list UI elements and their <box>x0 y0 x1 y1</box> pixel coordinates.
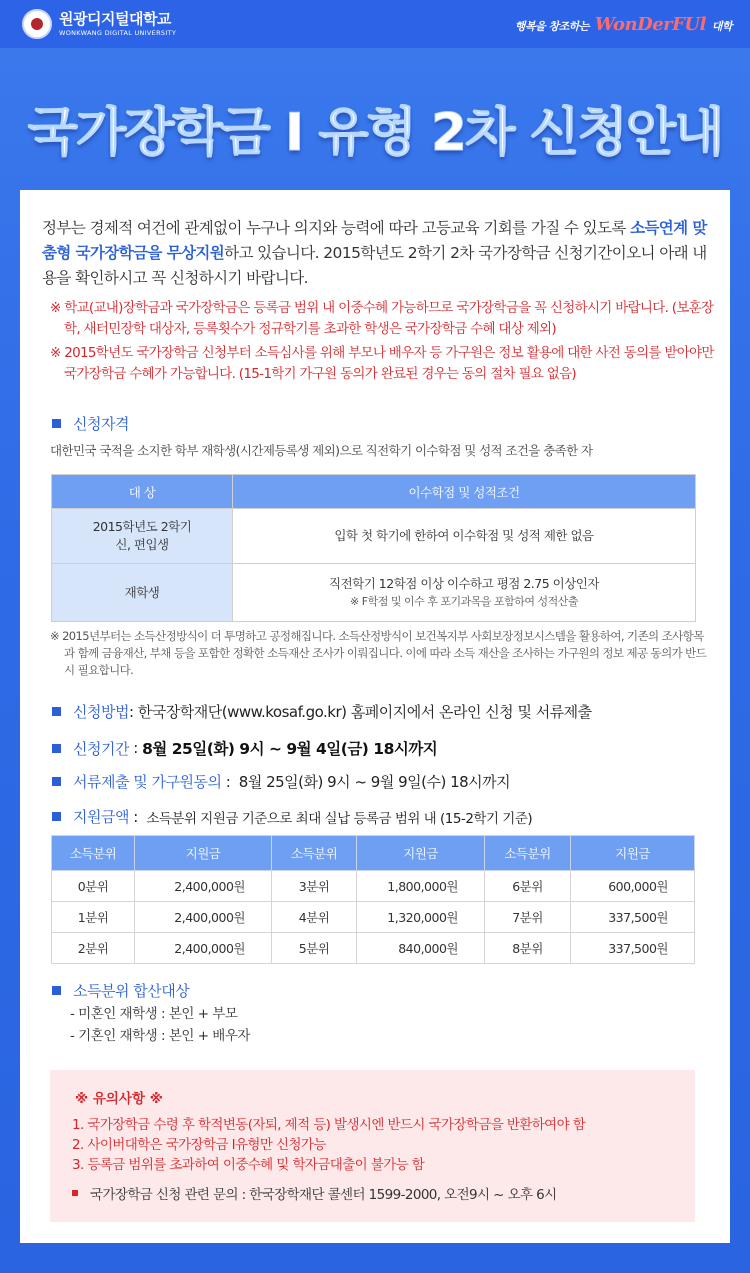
intro-text-end: 하고 있습니다. 2015학년도 2학기 2차 국가장학금 신청기간이오니 아래 내용을 확인하시고 꼭 신청하시기 바랍니다. <box>42 244 707 287</box>
contact-info: 국가장학금 신청 관련 문의 : 한국장학재단 콜센터 1599-2000, 오전9시 ~ 오후 6시 <box>72 1183 557 1203</box>
notice-item: ※ 학교(교내)장학금과 국가장학금은 등록금 범위 내 이중수혜 가능하므로 국가장학금을 꼭 신청하시기 바랍니다. (보훈장학, 새터민장학 대상자, 등록횟수가 정규학기를 초과한 학생은 국가장학금 수혜 대상 제외) <box>50 300 714 337</box>
logo-english-name: WONKWANG DIGITAL UNIVERSITY <box>59 28 177 37</box>
column-header: 지원금 <box>357 836 485 871</box>
slogan-prefix: 행복을 창조하는 <box>514 19 589 33</box>
table-row <box>52 509 696 564</box>
bullet-square-icon <box>52 777 61 786</box>
table-cell: 8분위 <box>485 933 571 964</box>
table-row <box>52 902 695 933</box>
table-header-row <box>52 475 696 509</box>
intro-highlight: 소득연계 맞춤형 국가장학금을 무상지원 <box>42 219 707 262</box>
list-item: - 기혼인 재학생 : 본인 + 배우자 <box>70 1028 250 1044</box>
list-item: 1. 국가장학금 수령 후 학적변동(자퇴, 제적 등) 발생시엔 반드시 국가장학금을 반환하여야 함 <box>72 1117 586 1133</box>
top-bar <box>0 0 750 48</box>
combined-income-list <box>70 1003 250 1047</box>
table-cell: 840,000원 <box>357 933 485 964</box>
table-cell: 600,000원 <box>571 871 695 902</box>
bullet-square-icon <box>52 707 61 716</box>
table-cell: 337,500원 <box>571 902 695 933</box>
list-item: 2. 사이버대학은 국가장학금 Ⅰ유형만 신청가능 <box>72 1137 326 1153</box>
logo-name: 원광디지털대학교 <box>59 9 171 28</box>
table-cell: 7분위 <box>485 902 571 933</box>
table-cell: 입학 첫 학기에 한하여 이수학점 및 성적 제한 없음 <box>233 509 696 564</box>
table-cell: 2015학년도 2학기 신, 편입생 <box>52 509 233 564</box>
section-heading-method: 신청방법 : 한국장학재단(www.kosaf.go.kr) 홈페이지에서 온라인 신청 및 서류제출 <box>52 701 592 722</box>
period-text: 8월 25일(화) 9시 ~ 9월 4일(금) 18시까지 <box>142 740 438 758</box>
table-cell: 2분위 <box>52 933 135 964</box>
support-amount-table <box>51 835 695 964</box>
slogan-suffix: 대학 <box>711 19 732 33</box>
university-seal-icon <box>22 9 52 39</box>
bullet-square-icon <box>52 986 61 995</box>
table-cell: 0분위 <box>52 871 135 902</box>
section-heading-eligibility: 신청자격 <box>52 413 129 434</box>
column-header: 지원금 <box>571 836 695 871</box>
caution-title: ※ 유의사항 ※ <box>75 1091 163 1107</box>
university-logo[interactable] <box>22 9 176 39</box>
bullet-square-icon <box>72 1190 78 1196</box>
bullet-square-icon <box>52 744 61 753</box>
table-cell: 2,400,000원 <box>135 933 272 964</box>
page-title: 국가장학금 Ⅰ 유형 2차 신청안내 <box>27 103 723 163</box>
table-cell: 재학생 <box>52 564 233 622</box>
column-header: 소득분위 <box>485 836 571 871</box>
table-cell: 1,320,000원 <box>357 902 485 933</box>
caution-box <box>50 1070 695 1222</box>
list-item: 3. 등록금 범위를 초과하여 이중수혜 및 학자금대출이 불가능 함 <box>72 1157 425 1173</box>
caution-list <box>72 1115 585 1175</box>
income-footnote: ※ 2015년부터는 소득산정방식이 더 투명하고 공정해집니다. 소득산정방식이 보건복지부 사회보장정보시스템을 활용하여, 기존의 조사항목과 함께 금융재산, 부채 등을 포함한 정확한 소득재산 조사가 이뤄집니다. 이에 따라 소득 재산을 조사하는 가구원의 정보 제공 동의가 반드시 필요합니다. <box>50 629 707 677</box>
table-cell: 2,400,000원 <box>135 871 272 902</box>
slogan-brand: WonDerFUl <box>594 13 706 35</box>
bullet-square-icon <box>52 812 61 821</box>
table-cell: 4분위 <box>272 902 357 933</box>
table-cell: 6분위 <box>485 871 571 902</box>
amount-text: 소득분위 지원금 기준으로 최대 실납 등록금 범위 내 (15-2학기 기준) <box>146 810 533 827</box>
slogan <box>515 14 732 35</box>
eligibility-table <box>51 474 696 622</box>
method-text: : 한국장학재단(www.kosaf.go.kr) 홈페이지에서 온라인 신청 및 서류제출 <box>128 703 592 721</box>
column-header: 지원금 <box>135 836 272 871</box>
eligibility-description: 대한민국 국적을 소지한 학부 재학생(시간제등록생 제외)으로 직전학기 이수학점 및 성적 조건을 충족한 자 <box>50 443 593 458</box>
list-item: - 미혼인 재학생 : 본인 + 부모 <box>70 1006 238 1022</box>
table-header-row <box>52 836 695 871</box>
section-heading-combined-income: 소득분위 합산대상 <box>52 980 189 1001</box>
section-heading-documents: 서류제출 및 가구원동의 : 8월 25일(화) 9시 ~ 9월 9일(수) 18시까지 <box>52 771 510 792</box>
documents-text: 8월 25일(화) 9시 ~ 9월 9일(수) 18시까지 <box>238 773 511 791</box>
column-header: 대 상 <box>52 475 233 509</box>
table-cell: 3분위 <box>272 871 357 902</box>
intro-paragraph <box>42 216 712 291</box>
table-row <box>52 564 696 622</box>
table-cell: 2,400,000원 <box>135 902 272 933</box>
table-cell: 5분위 <box>272 933 357 964</box>
table-cell: 1분위 <box>52 902 135 933</box>
bullet-square-icon <box>52 419 61 428</box>
notice-item: ※ 2015학년도 국가장학금 신청부터 소득심사를 위해 부모나 배우자 등 가구원은 정보 활용에 대한 사전 동의를 받아야만 국가장학금 수혜가 가능합니다. (15-1학기 가구원 동의가 완료된 경우는 동의 절차 필요 없음) <box>50 345 714 382</box>
column-header: 이수학점 및 성적조건 <box>233 475 696 509</box>
table-row <box>52 933 695 964</box>
column-header: 소득분위 <box>52 836 135 871</box>
table-cell: 1,800,000원 <box>357 871 485 902</box>
table-cell: 직전학기 12학점 이상 이수하고 평점 2.75 이상인자 ※ F학점 및 이수 후 포기과목을 포함하여 성적산출 <box>233 564 696 622</box>
table-cell: 337,500원 <box>571 933 695 964</box>
intro-text: 정부는 경제적 여건에 관계없이 누구나 의지와 능력에 따라 고등교육 기회를 가질 수 있도록 <box>42 219 631 237</box>
section-heading-amount: 지원금액 : 소득분위 지원금 기준으로 최대 실납 등록금 범위 내 (15-2학기 기준) <box>52 806 532 827</box>
notice-list <box>50 298 722 388</box>
section-heading-period: 신청기간 : 8월 25일(화) 9시 ~ 9월 4일(금) 18시까지 <box>52 737 437 759</box>
column-header: 소득분위 <box>272 836 357 871</box>
table-row <box>52 871 695 902</box>
